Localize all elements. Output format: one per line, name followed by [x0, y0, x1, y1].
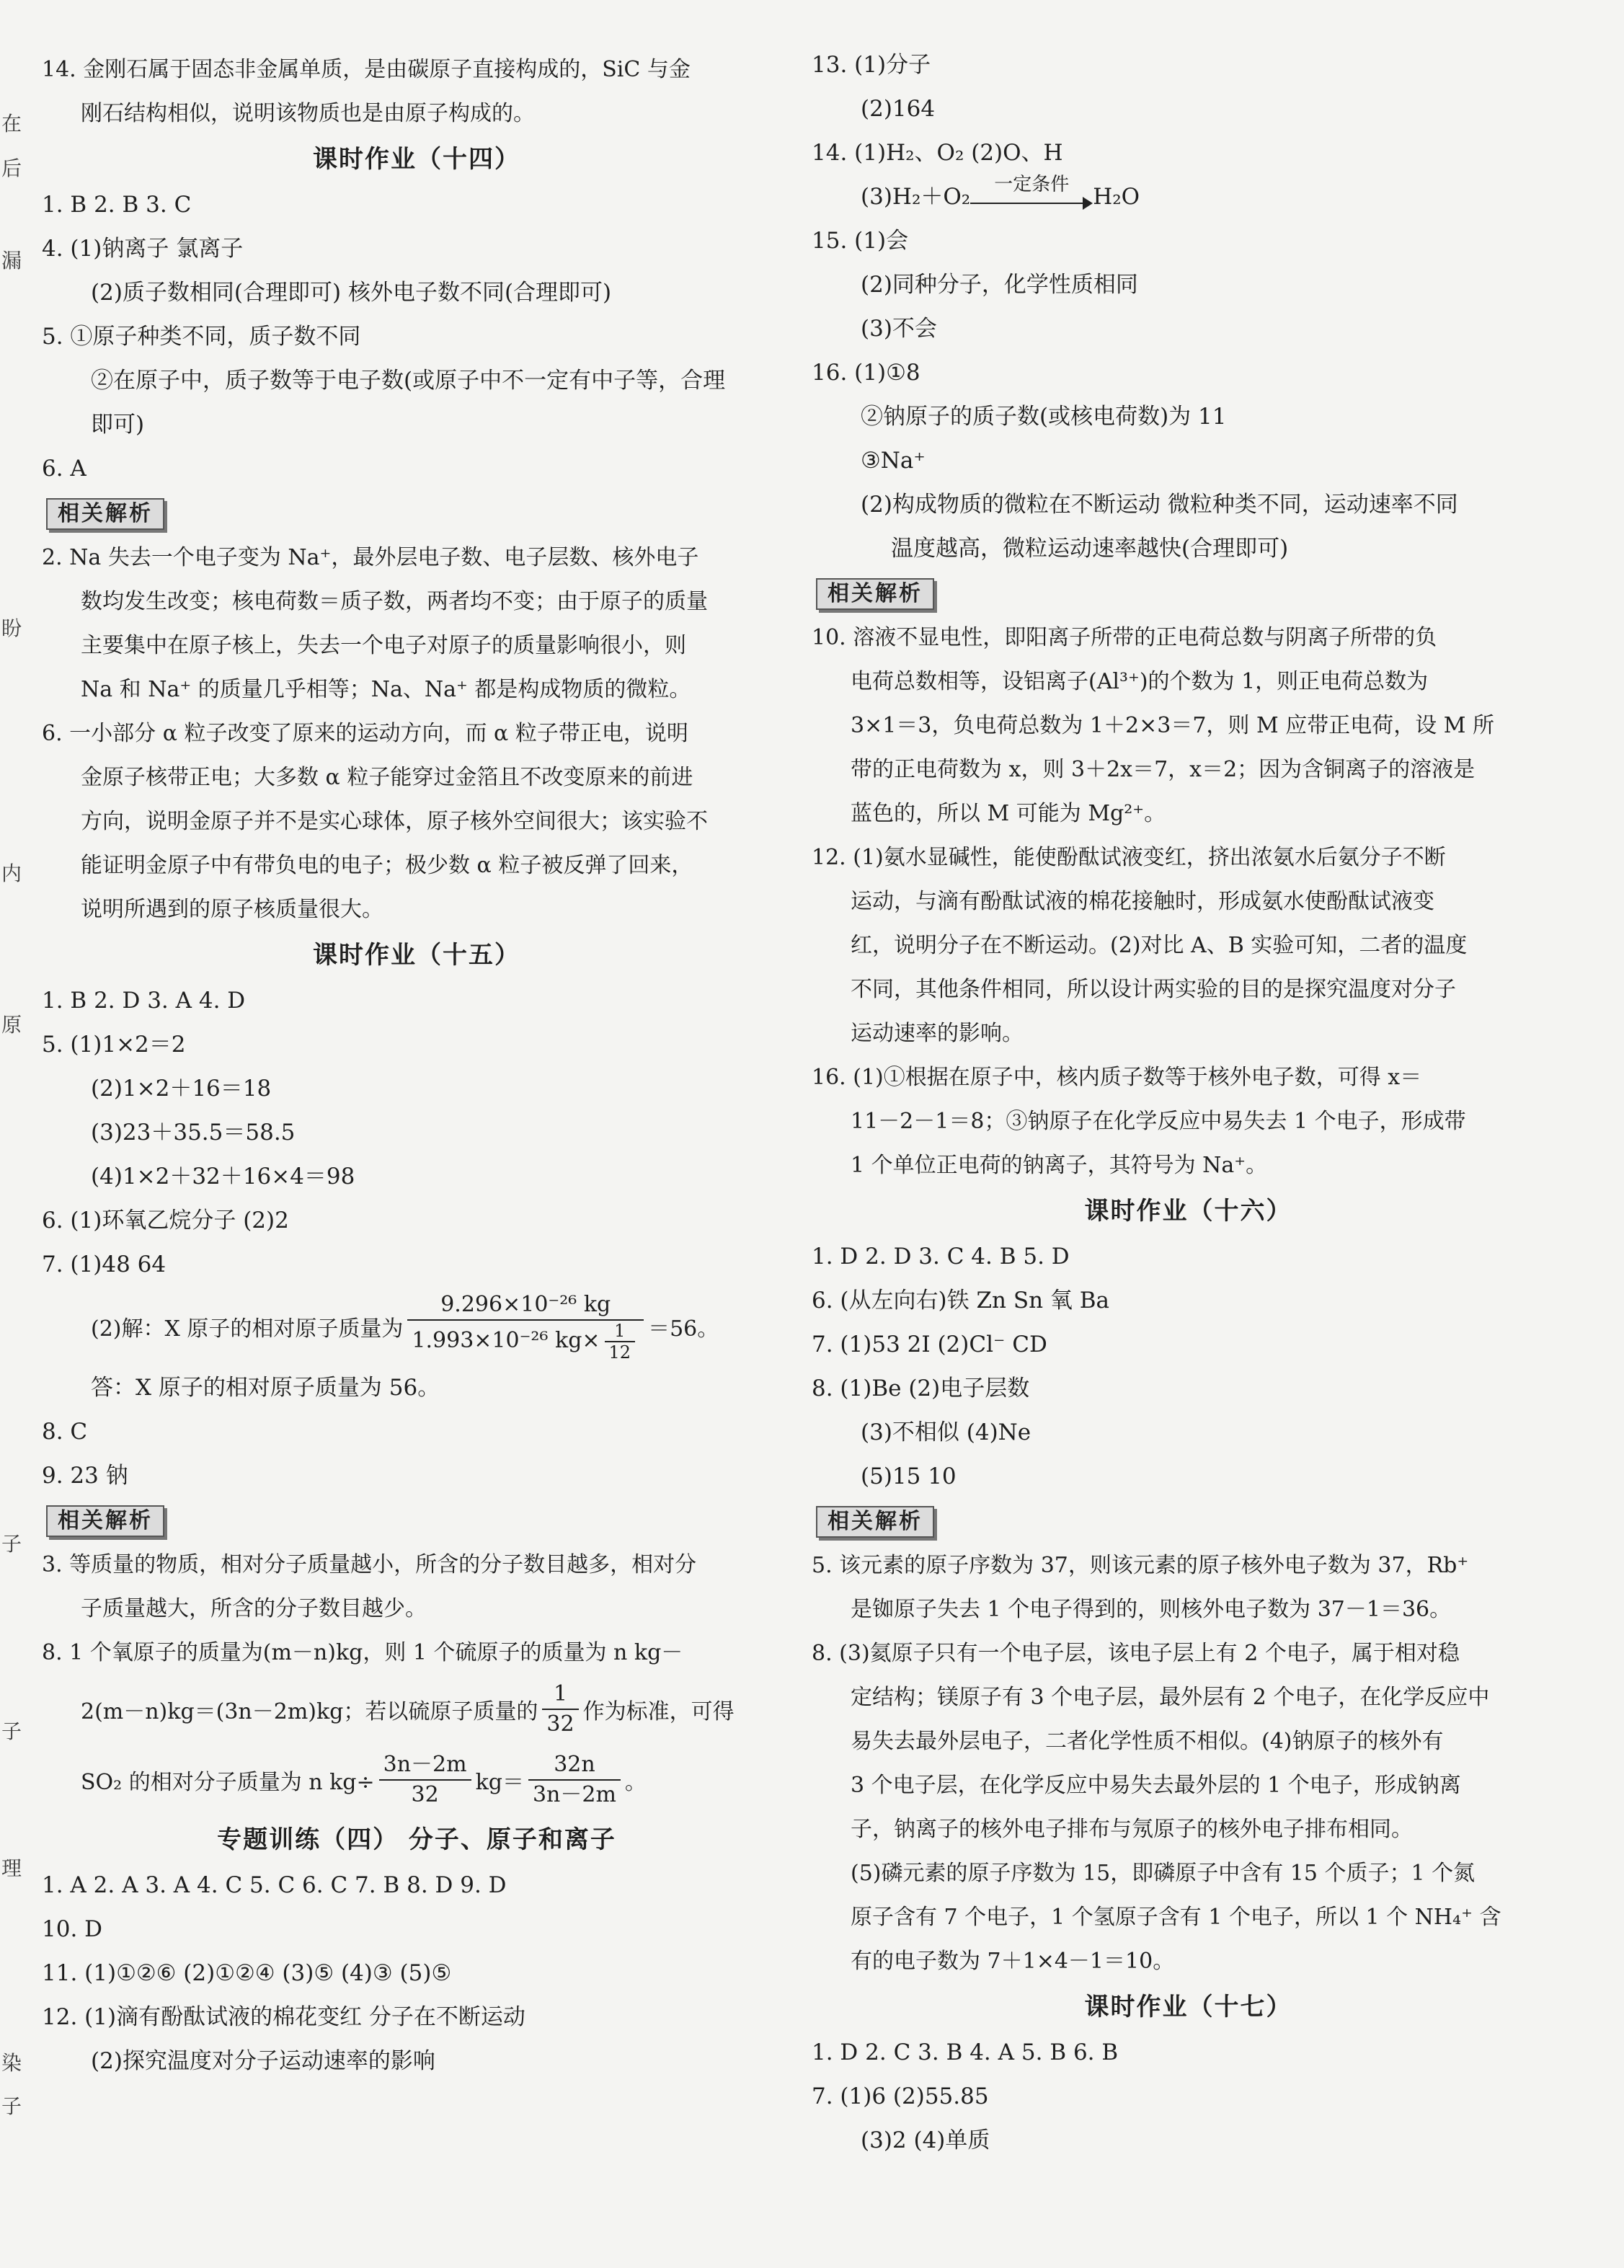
answer-line: ②在原子中，质子数等于电子数(或原子中不一定有中子等，合理	[91, 368, 726, 394]
analysis-line: 12. (1)氨水显碱性，能使酚酞试液变红，挤出浓氨水后氨分子不断	[812, 845, 1446, 870]
answer-line: (3)23＋35.5＝58.5	[91, 1120, 296, 1146]
analysis-line: Na 和 Na⁺ 的质量几乎相等；Na、Na⁺ 都是构成物质的微粒。	[81, 677, 691, 702]
fraction-denominator	[407, 1321, 644, 1363]
margin-char: 后	[1, 156, 22, 180]
fraction-numerator: 32n	[528, 1750, 621, 1781]
formula-text: (2)解：X 原子的相对原子质量为	[91, 1316, 404, 1342]
section-heading: 课时作业（十四）	[313, 145, 520, 174]
margin-char: 原	[1, 1013, 22, 1037]
fraction-denominator: 32	[546, 1711, 574, 1737]
formula-line	[42, 1744, 791, 1816]
answer-line: 1. D 2. C 3. B 4. A 5. B 6. B	[812, 2039, 1119, 2065]
answer-line: (2)构成物质的微粒在不断运动 微粒种类不同，运动速率不同	[861, 492, 1458, 518]
margin-char: 漏	[1, 249, 22, 273]
analysis-line: 3×1＝3，负电荷总数为 1＋2×3＝7，则 M 应带正电荷，设 M 所	[851, 713, 1494, 738]
analysis-line: 能证明金原子中有带负电的电子；极少数 α 粒子被反弹了回来，	[81, 853, 693, 878]
answer-line: (2)1×2＋16＝18	[91, 1076, 272, 1102]
analysis-line: 数均发生改变；核电荷数＝质子数，两者均不变；由于原子的质量	[81, 589, 708, 614]
formula-text: kg＝	[475, 1770, 524, 1795]
answer-line: 4. (1)钠离子 氯离子	[42, 236, 244, 262]
answer-line: (4)1×2＋32＋16×4＝98	[91, 1164, 355, 1190]
analysis-line: 8. (3)氦原子只有一个电子层，该电子层上有 2 个电子，属于相对稳	[812, 1641, 1460, 1666]
answer-line: (2)同种分子，化学性质相同	[861, 272, 1138, 298]
fraction	[407, 1290, 644, 1363]
analysis-line: 带的正电荷数为 x，则 3＋2x＝7，x＝2；因为含铜离子的溶液是	[851, 757, 1476, 782]
formula-text: 作为标准，可得	[582, 1699, 735, 1724]
analysis-line: 子质量越大，所含的分子数目越少。	[81, 1596, 427, 1621]
answer-line: 12. (1)滴有酚酞试液的棉花变红 分子在不断运动	[42, 2004, 525, 2030]
answer-line: 14. (1)H₂、O₂ (2)O、H	[812, 140, 1063, 166]
answer-line: (5)15 10	[861, 1463, 957, 1489]
answer-line: 14. 金刚石属于固态非金属单质，是由碳原子直接构成的，SiC 与金	[42, 57, 691, 82]
fraction	[379, 1750, 471, 1809]
analysis-line: 方向，说明金原子并不是实心球体，原子核外空间很大；该实验不	[81, 809, 708, 834]
analysis-line: 11－2－1＝8；③钠原子在化学反应中易失去 1 个电子，形成带	[851, 1109, 1466, 1134]
answer-line: 1. B 2. B 3. C	[42, 192, 192, 218]
analysis-line: 不同，其他条件相同，所以设计两实验的目的是探究温度对分子	[851, 977, 1456, 1002]
answer-line: (2)164	[861, 96, 936, 122]
equation-line	[812, 175, 1565, 219]
analysis-line: 运动速率的影响。	[851, 1021, 1024, 1046]
answer-line: 13. (1)分子	[812, 52, 931, 78]
formula-text: 2(m－n)kg＝(3n－2m)kg；若以硫原子质量的	[81, 1699, 538, 1724]
answer-line: 7. (1)53 2I (2)Cl⁻ CD	[812, 1332, 1047, 1357]
formula-text: 。	[624, 1770, 647, 1795]
right-column	[812, 43, 1565, 2163]
fraction	[528, 1750, 621, 1809]
answer-line: 5. ①原子种类不同，质子数不同	[42, 324, 361, 350]
analysis-line: 蓝色的，所以 M 可能为 Mg²⁺。	[851, 801, 1166, 826]
margin-char: 内	[1, 861, 22, 885]
analysis-tag: 相关解析	[46, 1505, 164, 1537]
answer-line: 温度越高，微粒运动速率越快(合理即可)	[891, 536, 1289, 562]
answer-line: 8. C	[42, 1419, 88, 1445]
analysis-line: 8. 1 个氧原子的质量为(m－n)kg，则 1 个硫原子的质量为 n kg－	[42, 1640, 683, 1665]
margin-char: 在	[1, 112, 22, 136]
answer-line: 5. (1)1×2＝2	[42, 1032, 186, 1058]
answer-line: 11. (1)①②⑥ (2)①②④ (3)⑤ (4)③ (5)⑤	[42, 1960, 452, 1986]
section-heading: 课时作业（十六）	[1084, 1197, 1292, 1226]
answer-line: (2)质子数相同(合理即可) 核外电子数不同(合理即可)	[91, 280, 612, 306]
answer-line: 9. 23 钠	[42, 1463, 128, 1489]
analysis-line: 3. 等质量的物质，相对分子质量越小，所含的分子数目越多，相对分	[42, 1552, 697, 1577]
formula-text: SO₂ 的相对分子质量为 n kg÷	[81, 1770, 375, 1795]
answer-line: 刚石结构相似，说明该物质也是由原子构成的。	[81, 101, 535, 126]
analysis-line: 2. Na 失去一个电子变为 Na⁺，最外层电子数、电子层数、核外电子	[42, 545, 699, 570]
analysis-line: (5)磷元素的原子序数为 15，即磷原子中含有 15 个质子；1 个氮	[851, 1861, 1476, 1886]
analysis-line: 金原子核带正电；大多数 α 粒子能穿过金箔且不改变原来的前进	[81, 765, 693, 790]
answer-line: 6. A	[42, 456, 86, 482]
fraction-denominator: 12	[608, 1342, 631, 1363]
analysis-line: 3 个电子层，在化学反应中易失去最外层的 1 个电子，形成钠离	[851, 1773, 1461, 1798]
analysis-line: 1 个单位正电荷的钠离子，其符号为 Na⁺。	[851, 1153, 1268, 1178]
answer-line: 6. (1)环氧乙烷分子 (2)2	[42, 1208, 289, 1233]
answer-line: 15. (1)会	[812, 228, 909, 254]
analysis-line: 有的电子数为 7＋1×4－1＝10。	[851, 1949, 1175, 1974]
analysis-tag: 相关解析	[816, 1506, 934, 1538]
analysis-tag: 相关解析	[46, 498, 164, 530]
fraction	[605, 1321, 636, 1363]
margin-char: 子	[1, 1532, 22, 1556]
answer-line: (2)探究温度对分子运动速率的影响	[91, 2048, 435, 2074]
formula-line	[42, 1287, 791, 1366]
answer-line: (3)2 (4)单质	[861, 2127, 990, 2153]
answer-line: ②钠原子的质子数(或核电荷数)为 11	[861, 404, 1227, 430]
answer-line: 8. (1)Be (2)电子层数	[812, 1376, 1030, 1401]
denominator-text: 1.993×10⁻²⁶ kg×	[412, 1328, 600, 1353]
answer-line: ③Na⁺	[861, 448, 926, 474]
fraction-denominator: 3n－2m	[532, 1782, 616, 1807]
margin-char: 染	[1, 2051, 22, 2075]
margin-char: 子	[1, 2094, 22, 2118]
analysis-line: 5. 该元素的原子序数为 37，则该元素的原子核外电子数为 37，Rb⁺	[812, 1553, 1469, 1578]
margin-char: 子	[1, 1719, 22, 1743]
section-heading: 课时作业（十五）	[313, 941, 520, 970]
analysis-line: 电荷总数相等，设铝离子(Al³⁺)的个数为 1，则正电荷总数为	[851, 669, 1429, 694]
analysis-line: 主要集中在原子核上，失去一个电子对原子的质量影响很小，则	[81, 633, 686, 658]
analysis-line: 运动，与滴有酚酞试液的棉花接触时，形成氨水使酚酞试液变	[851, 889, 1434, 914]
reaction-condition: 一定条件	[994, 173, 1070, 195]
answer-line: 1. A 2. A 3. A 4. C 5. C 6. C 7. B 8. D 9. D	[42, 1872, 507, 1898]
analysis-line: 易失去最外层电子，二者化学性质不相似。(4)钠原子的核外有	[851, 1729, 1444, 1754]
answer-line: 1. D 2. D 3. C 4. B 5. D	[812, 1244, 1070, 1270]
analysis-line: 10. 溶液不显电性，即阳离子所带的正电荷总数与阴离子所带的负	[812, 625, 1437, 650]
section-heading: 课时作业（十七）	[1084, 1993, 1292, 2021]
reaction-arrow	[970, 173, 1093, 213]
fraction-numerator: 9.296×10⁻²⁶ kg	[407, 1290, 644, 1321]
answer-line: 1. B 2. D 3. A 4. D	[42, 988, 246, 1014]
analysis-tag: 相关解析	[816, 578, 934, 610]
analysis-line: 原子含有 7 个电子，1 个氢原子含有 1 个电子，所以 1 个 NH₄⁺ 含	[851, 1905, 1501, 1930]
section-heading: 专题训练（四） 分子、原子和离子	[217, 1825, 616, 1854]
equation-text: (3)H₂＋O₂	[861, 184, 971, 210]
analysis-line: 16. (1)①根据在原子中，核内质子数等于核外电子数，可得 x＝	[812, 1065, 1422, 1090]
fraction-numerator: 1	[605, 1321, 636, 1342]
analysis-line: 说明所遇到的原子核质量很大。	[81, 897, 383, 922]
margin-char: 理	[1, 1856, 22, 1880]
left-column	[42, 48, 791, 2083]
fraction	[542, 1680, 578, 1739]
fraction-denominator: 32	[411, 1782, 439, 1807]
answer-line: 16. (1)①8	[812, 360, 920, 386]
answer-line: (3)不相似 (4)Ne	[861, 1419, 1031, 1445]
left-margin-bleed	[0, 0, 42, 2268]
answer-line: 答：X 原子的相对原子质量为 56。	[91, 1375, 440, 1401]
analysis-line: 6. 一小部分 α 粒子改变了原来的运动方向，而 α 粒子带正电，说明	[42, 721, 688, 746]
analysis-line: 子，钠离子的核外电子排布与氖原子的核外电子排布相同。	[851, 1817, 1413, 1842]
answer-line: 7. (1)6 (2)55.85	[812, 2083, 989, 2109]
answer-line: (3)不会	[861, 316, 937, 342]
formula-line	[42, 1675, 791, 1744]
fraction-numerator: 3n－2m	[379, 1750, 471, 1781]
answer-line: 10. D	[42, 1916, 103, 1942]
answer-line: 6. (从左向右)铁 Zn Sn 氧 Ba	[812, 1288, 1110, 1314]
formula-text: ＝56。	[648, 1316, 719, 1342]
margin-char: 盼	[1, 616, 22, 640]
answer-line: 即可)	[91, 412, 145, 438]
answer-line: 7. (1)48 64	[42, 1252, 167, 1277]
equation-text: H₂O	[1093, 184, 1140, 210]
analysis-line: 是铷原子失去 1 个电子得到的，则核外电子数为 37－1＝36。	[851, 1597, 1452, 1622]
analysis-line: 定结构；镁原子有 3 个电子层，最外层有 2 个电子，在化学反应中	[851, 1685, 1490, 1710]
fraction-numerator: 1	[542, 1680, 578, 1710]
analysis-line: 红，说明分子在不断运动。(2)对比 A、B 实验可知，二者的温度	[851, 933, 1468, 958]
